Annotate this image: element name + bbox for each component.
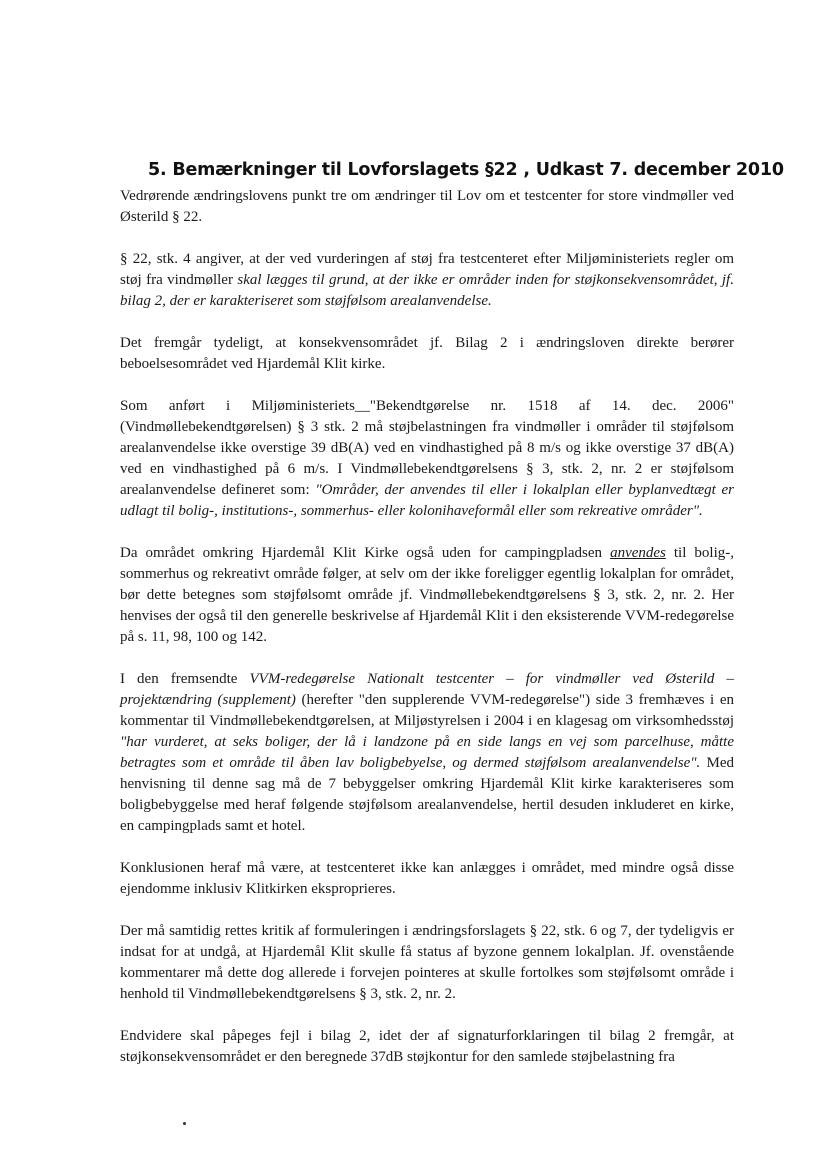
paragraph-intro: Vedrørende ændringslovens punkt tre om ændringer til Lov om et testcenter for store vindmøller ved Østerild § 22.: [120, 188, 734, 225]
paragraph-vvm-text-3: Med henvisning til denne sag må de 7 bebyggelser omkring Hjardemål Klit kirke karakteriseres som boligbebyggelse med heraf følgende støjfølsom arealanvendelse, hertil desuden inkluderet en kirke, en campingplads samt et hotel.: [120, 755, 734, 834]
paragraph-hjardemaal-text-1: Da området omkring Hjardemål Klit Kirke også uden for campingpladsen: [120, 545, 611, 561]
paragraph-bekendtgoerelse-quote: "Områder, der anvendes til eller i lokalplan eller byplanvedtægt er udlagt til bolig-, institutions-, sommerhus- eller kolonihaveformål eller som rekreative områder".: [120, 482, 734, 519]
paragraph-22-stk4: [120, 249, 734, 312]
paragraph-bekendtgoerelse-text: Som anført i Miljøministeriets__"Bekendtgørelse nr. 1518 af 14. dec. 2006" (Vindmøllebekendtgørelsen) § 3 stk. 2 må støjbelastningen fra vindmøller i områder til støjfølsom arealanvendelse ikke overstige 39 dB(A) ved en vindhastighed på 8 m/s og ikke overstige 37 dB(A) ved en vindhastighed på 6 m/s. I Vindmøllebekendtgørelsens § 3, stk. 2, nr. 2 er støjfølsom arealanvendelse defineret som:: [120, 398, 734, 498]
paragraph-konsekvensomraade: Det fremgår tydeligt, at konsekvensområdet jf. Bilag 2 i ændringsloven direkte berører beboelsesområdet ved Hjardemål Klit kirke.: [120, 335, 734, 372]
paragraph-vvm-text-1: I den fremsendte: [120, 671, 250, 687]
paragraph-bilag2-fejl: Endvidere skal påpeges fejl i bilag 2, idet der af signaturforklaringen til bilag 2 fremgår, at støjkonsekvensområdet er den beregnede 37dB støjkontur for den samlede støjbelastning fra: [120, 1028, 734, 1065]
paragraph-vvm-text-2: (herefter "den supplerende VVM-redegørelse") side 3 fremhæves i en kommentar til Vindmøllebekendtgørelsen, at Miljøstyrelsen i 2004 i en klagesag om virksomhedsstøj: [120, 692, 734, 729]
paragraph-bekendtgoerelse: [120, 396, 734, 522]
paragraph-konklusion: Konklusionen heraf må være, at testcenteret ikke kan anlægges i området, med mindre også disse ejendomme inklusiv Klitkirken eksproprieres.: [120, 860, 734, 897]
paragraph-kritik: Der må samtidig rettes kritik af formuleringen i ændringsforslagets § 22, stk. 6 og 7, der tydeligvis er indsat for at undgå, at Hjardemål Klit skulle få status af byzone gennem lokalplan. Jf. ovenstående kommentarer må dette dog allerede i forvejen pointeres at skulle fortolkes som støjfølsomt område i henhold til Vindmøllebekendtgørelsens § 3, stk. 2, nr. 2.: [120, 923, 734, 1002]
document-body: [120, 160, 784, 1068]
paragraph-vvm-redegoerelse: [120, 669, 734, 837]
paragraph-hjardemaal-kirke: [120, 543, 734, 648]
paragraph-22-stk4-text: § 22, stk. 4 angiver, at der ved vurderingen af støj fra testcenteret efter Miljøministeriets regler om støj fra vindmøller: [120, 251, 734, 288]
scan-speck: [183, 1122, 186, 1125]
section-title: 5. Bemærkninger til Lovforslagets §22 , Udkast 7. december 2010: [148, 160, 784, 180]
paragraph-hjardemaal-emphasis: anvendes: [610, 545, 666, 561]
paragraph-vvm-doc-title: VVM-redegørelse Nationalt testcenter – for vindmøller ved Østerild – projektændring (supplement): [120, 671, 734, 708]
paragraph-hjardemaal-text-2: til bolig-, sommerhus og rekreativt område følger, at selv om der ikke foreligger egentlig lokalplan for området, bør dette betegnes som støjfølsomt område jf. Vindmøllebekendtgørelsens § 3, stk. 2, nr. 2. Her henvises der også til den generelle beskrivelse af Hjardemål Klit i den eksisterende VVM-redegørelse på s. 11, 98, 100 og 142.: [120, 545, 734, 645]
paragraph-vvm-quote: "har vurderet, at seks boliger, der lå i landzone på en side langs en vej som parcelhuse, måtte betragtes som et område til åben lav boligbebyelse, og dermed støjfølsom arealanvendelse".: [120, 734, 734, 771]
paragraph-22-stk4-quote: skal lægges til grund, at der ikke er områder inden for støjkonsekvensområdet, jf. bilag 2, der er karakteriseret som støjfølsom arealanvendelse.: [120, 272, 734, 309]
